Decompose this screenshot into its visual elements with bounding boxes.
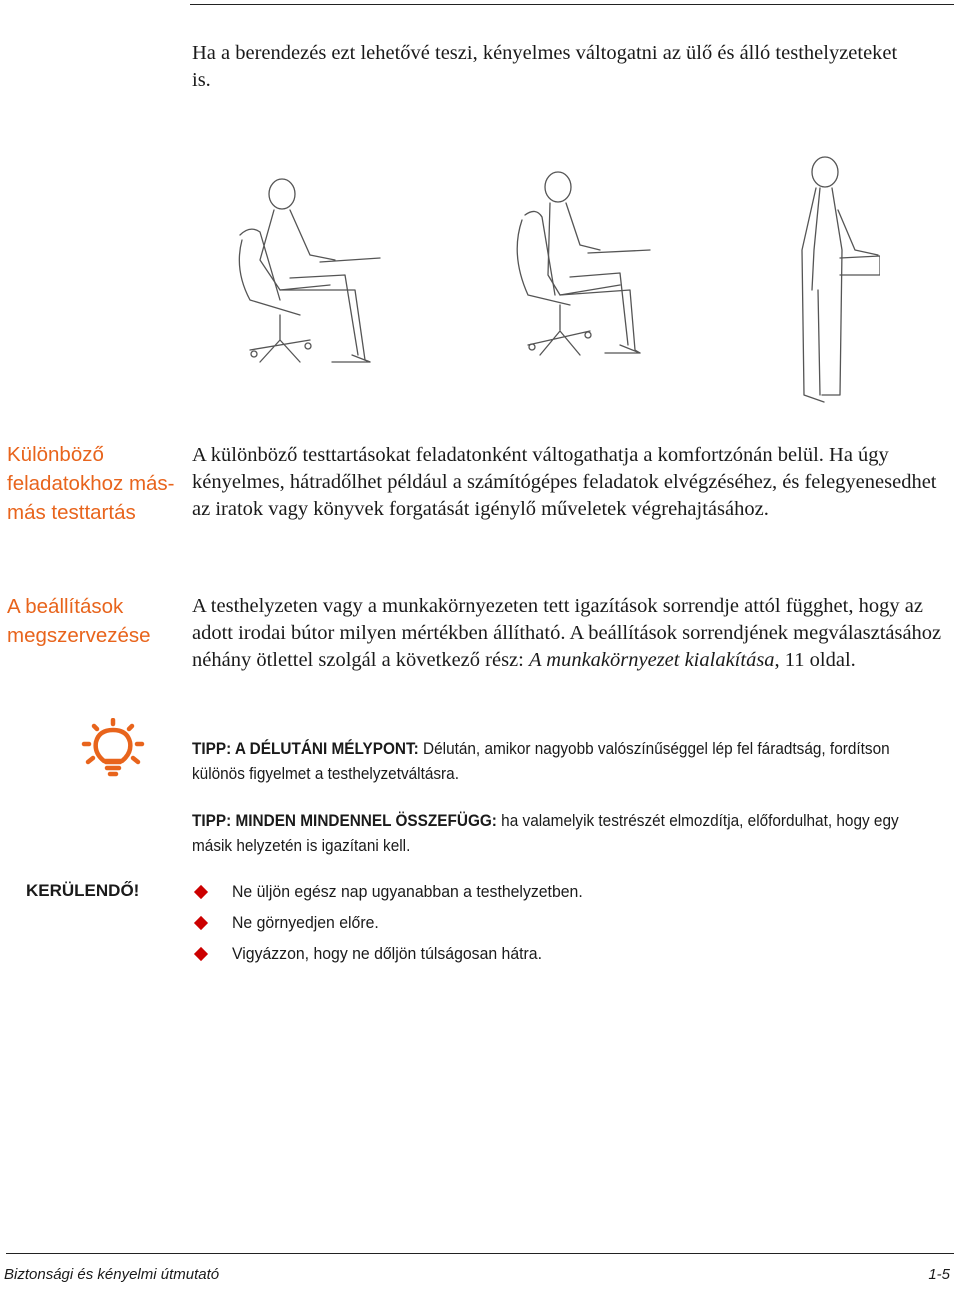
intro-paragraph: Ha a berendezés ezt lehetővé teszi, kényelmes váltogatni az ülő és álló testhelyzeteket is.: [192, 42, 898, 91]
reclined-sitting-figure: [239, 179, 380, 362]
section-body-settings: [192, 593, 952, 674]
upright-sitting-figure: [517, 172, 650, 355]
lightbulb-icon: [80, 718, 146, 778]
tip-afternoon: [192, 737, 903, 786]
footer-title: Biztonsági és kényelmi útmutató: [4, 1266, 220, 1283]
standing-figure: [802, 157, 880, 402]
footer-page-number: 1-5: [928, 1266, 950, 1283]
list-item-text: Vigyázzon, hogy ne dőljön túlságosan hátra.: [232, 944, 542, 963]
diamond-bullet-icon: [194, 885, 208, 899]
tip-afternoon-label: TIPP: A DÉLUTÁNI MÉLYPONT:: [192, 740, 419, 758]
tip-connected-text: ha valamelyik testrészét elmozdítja, előfordulhat, hogy egy másik helyzetén is igazítani kell.: [192, 812, 899, 855]
footer-rule: [6, 1253, 954, 1254]
list-item-text: Ne görnyedjen előre.: [232, 913, 379, 932]
diamond-bullet-icon: [194, 947, 208, 961]
section-heading-postures: Különböző feladatokhoz más-más testtartás: [7, 443, 175, 524]
list-item-text: Ne üljön egész nap ugyanabban a testhelyzetben.: [232, 882, 583, 901]
avoid-label: KERÜLENDŐ!: [26, 881, 140, 900]
diamond-bullet-icon: [194, 916, 208, 930]
tip-afternoon-text: Délután, amikor nagyobb valószínűséggel lép fel fáradtság, fordítson különös figyelmet a testhelyzetváltásra.: [192, 740, 890, 783]
section-heading-settings: A beállítások megszervezése: [7, 595, 151, 647]
tip-connected-label: TIPP: MINDEN MINDENNEL ÖSSZEFÜGG:: [192, 812, 497, 830]
settings-body-text-end: , 11 oldal.: [774, 649, 856, 671]
tip-connected: [192, 809, 903, 858]
settings-body-text: A testhelyzeten vagy a munkakörnyezeten tett igazítások sorrendje attól függhet, hogy az adott irodai bútor milyen mértékben állítható. A beállítások sorrendjének megválasztásához néhány ötlettel szolgál a következő rész:: [192, 595, 942, 671]
section-body-postures: A különböző testtartásokat feladatonként váltogathatja a komfortzónán belül. Ha úgy kényelmes, hátradőlhet például a számítógépes feladatok elvégzéséhez, és felegyenesedhet az iratok vagy könyvek forgatását igénylő műveletek végrehajtásához.: [192, 444, 937, 520]
settings-body-link[interactable]: A munkakörnyezet kialakítása: [528, 649, 775, 671]
top-rule: [190, 4, 954, 5]
posture-illustration: [220, 150, 880, 420]
